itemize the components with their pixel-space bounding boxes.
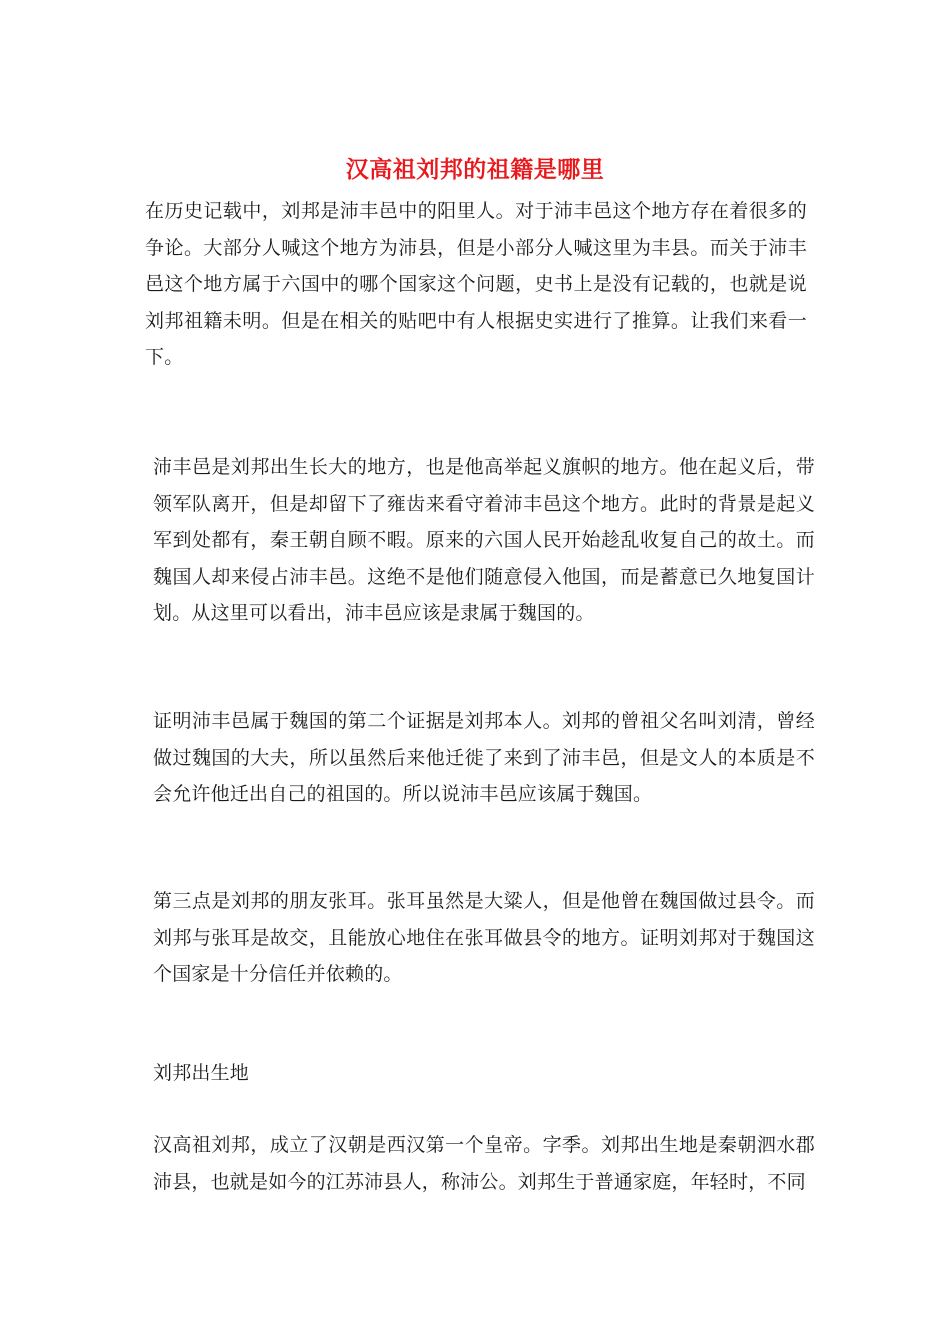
paragraph-liu-bang-biography: 汉高祖刘邦，成立了汉朝是西汉第一个皇帝。字季。刘邦出生地是秦朝泗水郡沛县，也就是如今的江苏沛县人，称沛公。刘邦生于普通家庭，年轻时，不同 [153, 1134, 815, 1193]
paragraph-second-evidence: 证明沛丰邑属于魏国的第二个证据是刘邦本人。刘邦的曾祖父名叫刘清，曾经做过魏国的大夫，所以虽然后来他迁徙了来到了沛丰邑，但是文人的本质是不会允许他迁出自己的祖国的。所以说沛丰邑应该属于魏国。 [153, 710, 815, 805]
paragraph-intro: 在历史记载中，刘邦是沛丰邑中的阳里人。对于沛丰邑这个地方存在着很多的争论。大部分人喊这个地方为沛县，但是小部分人喊这里为丰县。而关于沛丰邑这个地方属于六国中的哪个国家这个问题，史书上是没有记载的，也就是说刘邦祖籍未明。但是在相关的贴吧中有人根据史实进行了推算。让我们来看一下。 [145, 200, 807, 368]
section-heading-birthplace: 刘邦出生地 [153, 1062, 250, 1084]
document-title: 汉高祖刘邦的祖籍是哪里 [345, 156, 605, 183]
paragraph-birthplace-background: 沛丰邑是刘邦出生长大的地方，也是他高举起义旗帜的地方。他在起义后，带领军队离开，但是却留下了雍齿来看守着沛丰邑这个地方。此时的背景是起义军到处都有，秦王朝自顾不暇。原来的六国人民开始趁乱收复自己的故土。而魏国人却来侵占沛丰邑。这绝不是他们随意侵入他国，而是蓄意已久地复国计划。从这里可以看出，沛丰邑应该是隶属于魏国的。 [153, 456, 815, 624]
paragraph-third-evidence: 第三点是刘邦的朋友张耳。张耳虽然是大粱人，但是他曾在魏国做过县令。而刘邦与张耳是故交，且能放心地住在张耳做县令的地方。证明刘邦对于魏国这个国家是十分信任并依赖的。 [153, 890, 815, 985]
